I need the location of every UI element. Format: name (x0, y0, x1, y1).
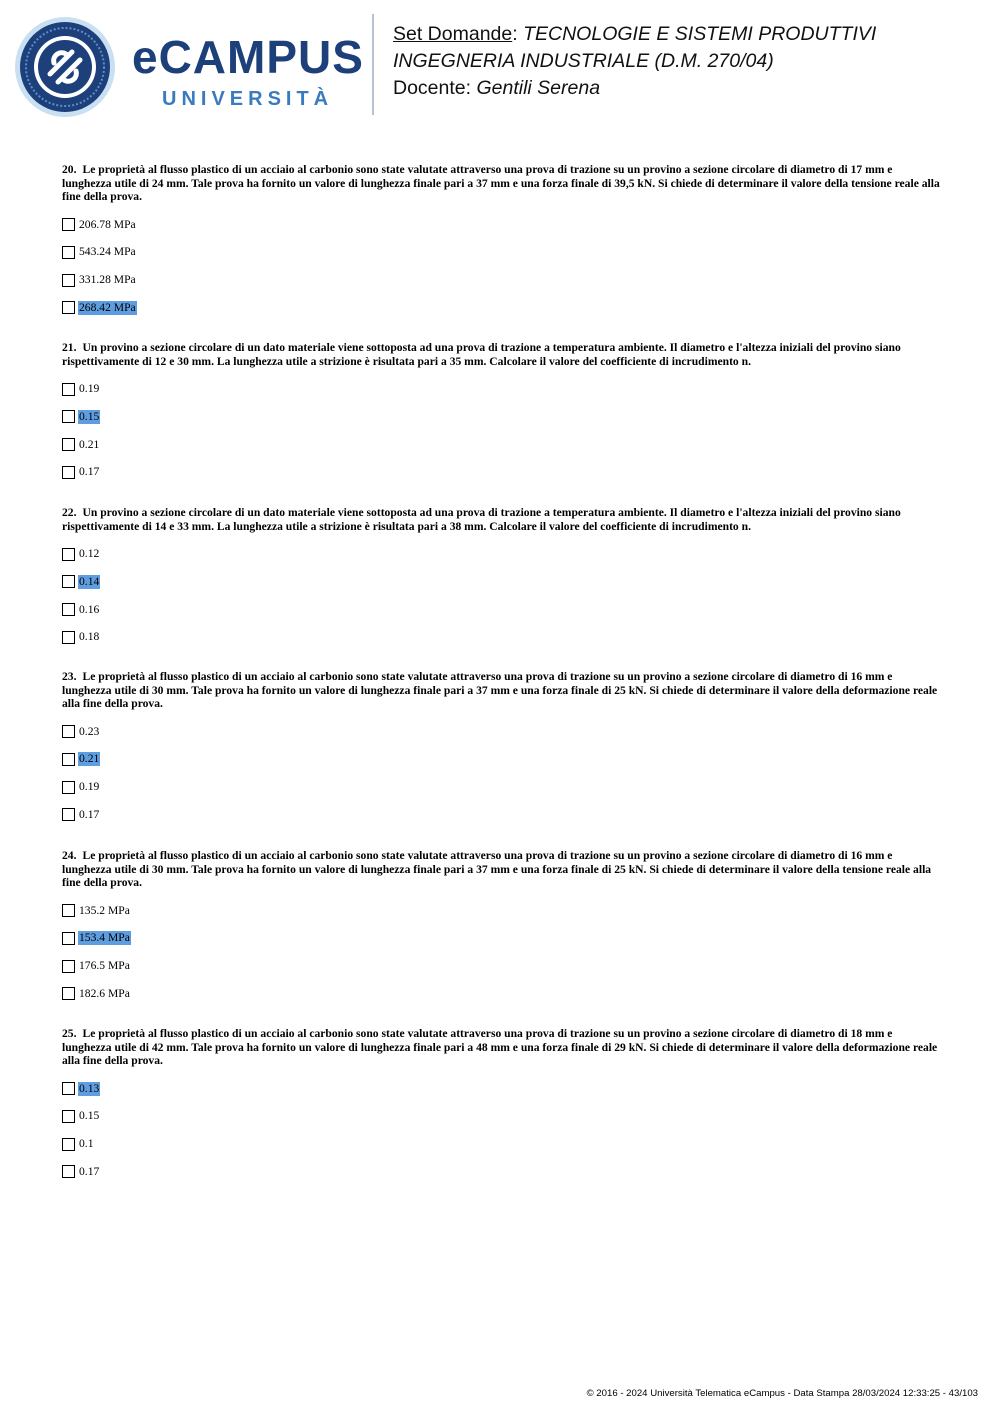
set-value-line2: INGEGNERIA INDUSTRIALE (D.M. 270/04) (393, 50, 774, 72)
answer-label: 0.21 (79, 437, 100, 451)
ecampus-logo (14, 16, 364, 116)
answer-list (62, 724, 942, 823)
answer-label: 0.16 (79, 602, 100, 616)
answer-option[interactable] (62, 602, 942, 618)
answer-checkbox[interactable] (62, 575, 75, 588)
question-text (62, 506, 942, 533)
answer-option[interactable] (62, 272, 942, 288)
answer-label: 0.15 (79, 1109, 100, 1123)
answer-label: 176.5 MPa (79, 959, 130, 973)
question-block (62, 849, 942, 1014)
answer-checkbox[interactable] (62, 438, 75, 451)
question-number: 20. (62, 163, 77, 176)
answer-checkbox[interactable] (62, 932, 75, 945)
answer-option[interactable] (62, 1136, 942, 1152)
question-body: Le proprietà al flusso plastico di un acciaio al carbonio sono state valutate attraverso una prova di trazione su un provino a sezione circolare di diametro di 16 mm e lunghezza utile di 30 mm. Tale prova ha fornito un valore di lunghezza finale pari a 37 mm e una forza finale di 25 kN. Si chiede di determinare il valore della deformazione reale alla fine della prova. (62, 670, 938, 710)
answer-label: 206.78 MPa (79, 217, 136, 231)
answer-option[interactable] (62, 546, 942, 562)
answer-checkbox[interactable] (62, 781, 75, 794)
answer-option[interactable] (62, 217, 942, 233)
set-label: Set Domande (393, 23, 513, 45)
answer-option[interactable] (62, 1164, 942, 1180)
answer-list (62, 546, 942, 645)
question-block (62, 670, 942, 835)
answer-option[interactable] (62, 724, 942, 740)
answer-checkbox[interactable] (62, 246, 75, 259)
answer-checkbox[interactable] (62, 1138, 75, 1151)
answer-checkbox[interactable] (62, 218, 75, 231)
answer-label: 0.17 (79, 807, 100, 821)
question-body: Le proprietà al flusso plastico di un acciaio al carbonio sono state valutate attraverso una prova di trazione su un provino a sezione circolare di diametro di 18 mm e lunghezza utile di 42 mm. Tale prova ha fornito un valore di lunghezza finale pari a 48 mm e una forza finale di 29 kN. Si chiede di determinare il valore della deformazione reale alla fine della prova. (62, 1027, 938, 1067)
answer-checkbox[interactable] (62, 1165, 75, 1178)
set-line: Set Domande: TECNOLOGIE E SISTEMI PRODUTTIVI (393, 23, 877, 45)
question-block (62, 341, 942, 492)
answer-option[interactable] (62, 779, 942, 795)
answer-checkbox[interactable] (62, 987, 75, 1000)
answer-checkbox[interactable] (62, 725, 75, 738)
answer-option[interactable] (62, 930, 942, 946)
answer-option[interactable] (62, 300, 942, 316)
question-number: 25. (62, 1027, 77, 1040)
answer-checkbox[interactable] (62, 410, 75, 423)
answer-label: 543.24 MPa (79, 245, 136, 259)
question-number: 24. (62, 849, 77, 862)
question-body: Un provino a sezione circolare di un dato materiale viene sottoposta ad una prova di trazione a temperatura ambiente. Il diametro e l'altezza iniziali del provino siano rispettivamente di 14 e 33 mm. La lunghezza utile a strizione è risultata pari a 38 mm. Calcolare il valore del coefficiente di incrudimento n. (62, 506, 901, 533)
answer-label: 0.19 (79, 382, 100, 395)
answer-option[interactable] (62, 244, 942, 260)
answer-checkbox[interactable] (62, 960, 75, 973)
question-number: 22. (62, 506, 77, 519)
question-block (62, 1027, 942, 1192)
question-number: 23. (62, 670, 77, 683)
set-value: TECNOLOGIE E SISTEMI PRODUTTIVI (523, 23, 877, 45)
answer-label: 331.28 MPa (79, 273, 136, 287)
question-body: Le proprietà al flusso plastico di un acciaio al carbonio sono state valutate attraverso una prova di trazione su un provino a sezione circolare di diametro di 17 mm e lunghezza utile di 24 mm. Tale prova ha fornito un valore di lunghezza finale pari a 37 mm e una forza finale di 39,5 kN. Si chiede di determinare il valore della tensione reale alla fine della prova. (62, 163, 940, 203)
answer-label-highlighted: 0.14 (79, 574, 100, 588)
question-body: Le proprietà al flusso plastico di un acciaio al carbonio sono state valutate attraverso una prova di trazione su un provino a sezione circolare di diametro di 16 mm e lunghezza utile di 30 mm. Tale prova ha fornito un valore di lunghezza finale pari a 37 mm e una forza finale di 25 kN. Si chiede di determinare il valore della tensione reale alla fine della prova. (62, 849, 932, 889)
answer-label: 0.19 (79, 780, 100, 794)
answer-checkbox[interactable] (62, 274, 75, 287)
answer-option[interactable] (62, 437, 942, 453)
answer-checkbox[interactable] (62, 1110, 75, 1123)
header-info (393, 21, 983, 102)
teacher-line (393, 75, 983, 102)
answer-option[interactable] (62, 903, 942, 919)
answer-checkbox[interactable] (62, 383, 75, 396)
answer-label-highlighted: 268.42 MPa (79, 300, 136, 314)
logo-wordmark: eCAMPUS (132, 31, 364, 83)
question-block (62, 163, 942, 328)
answer-option[interactable] (62, 986, 942, 1002)
answer-checkbox[interactable] (62, 631, 75, 644)
question-body: Un provino a sezione circolare di un dato materiale viene sottoposta ad una prova di trazione a temperatura ambiente. Il diametro e l'altezza iniziali del provino siano rispettivamente di 12 e 30 mm. La lunghezza utile a strizione è risultata pari a 35 mm. Calcolare il valore del coefficiente di incrudimento n. (62, 341, 901, 368)
question-text (62, 341, 942, 368)
answer-checkbox[interactable] (62, 548, 75, 561)
answer-label: 0.1 (79, 1137, 94, 1151)
answer-label: 0.17 (79, 1164, 100, 1178)
answer-option[interactable] (62, 409, 942, 425)
answer-label: 135.2 MPa (79, 903, 130, 917)
answer-list (62, 381, 942, 480)
answer-list (62, 217, 942, 316)
teacher-label: Docente: (393, 77, 472, 99)
answer-option[interactable] (62, 629, 942, 645)
header-divider (372, 14, 374, 115)
answer-checkbox[interactable] (62, 904, 75, 917)
logo-subtitle: UNIVERSITÀ (162, 88, 334, 110)
answer-checkbox[interactable] (62, 753, 75, 766)
answer-list (62, 1081, 942, 1180)
answer-label-highlighted: 153.4 MPa (79, 931, 130, 945)
answer-checkbox[interactable] (62, 603, 75, 616)
page-footer: © 2016 - 2024 Università Telematica eCampus - Data Stampa 28/03/2024 12:33:25 - 43/103 (586, 1388, 978, 1399)
answer-label: 0.17 (79, 465, 100, 479)
answer-option[interactable] (62, 464, 942, 480)
answer-label-highlighted: 0.21 (79, 752, 100, 766)
answer-option[interactable] (62, 574, 942, 590)
answer-list (62, 903, 942, 1002)
university-seal-icon (14, 16, 116, 118)
teacher-name: Gentili Serena (476, 77, 601, 99)
answer-label: 0.12 (79, 547, 100, 560)
question-text (62, 1027, 942, 1068)
answer-option[interactable] (62, 1108, 942, 1124)
answer-checkbox[interactable] (62, 301, 75, 314)
question-text (62, 849, 942, 890)
question-block (62, 506, 942, 657)
question-text (62, 163, 942, 204)
question-text (62, 670, 942, 711)
answer-option[interactable] (62, 807, 942, 823)
question-number: 21. (62, 341, 77, 354)
answer-checkbox[interactable] (62, 466, 75, 479)
answer-option[interactable] (62, 381, 942, 397)
answer-label-highlighted: 0.15 (79, 409, 100, 423)
answer-label: 0.23 (79, 724, 100, 738)
answer-option[interactable] (62, 958, 942, 974)
answer-label: 0.18 (79, 630, 100, 644)
answer-checkbox[interactable] (62, 1082, 75, 1095)
answer-option[interactable] (62, 1081, 942, 1097)
answer-label-highlighted: 0.13 (79, 1081, 100, 1095)
answer-checkbox[interactable] (62, 808, 75, 821)
answer-option[interactable] (62, 751, 942, 767)
answer-label: 182.6 MPa (79, 986, 130, 1000)
